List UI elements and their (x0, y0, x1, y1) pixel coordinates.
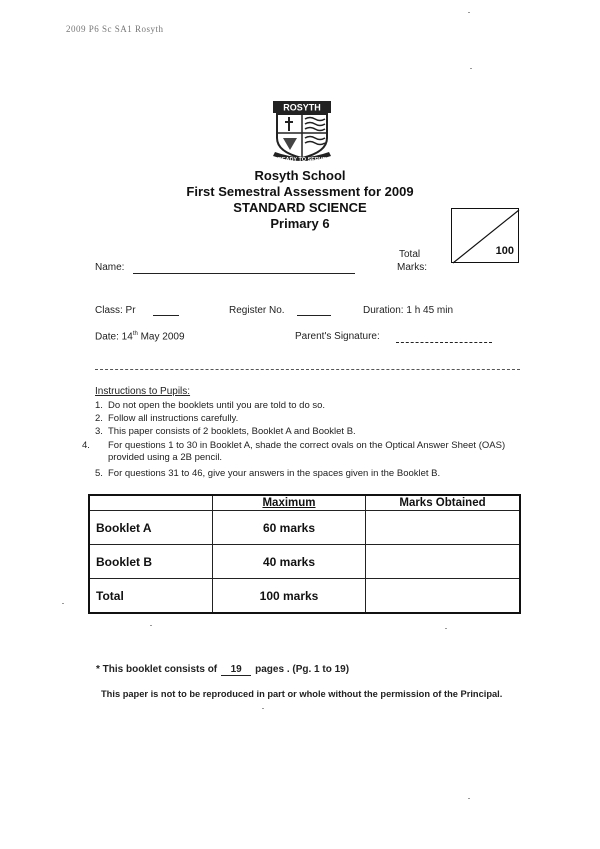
scan-speck (468, 12, 470, 13)
scan-speck (150, 625, 152, 626)
school-crest-logo (267, 100, 337, 166)
instruction-item: 4. For questions 1 to 30 in Booklet A, shade the correct ovals on the Optical Answer Sheet (OAS) provided using a 2B pencil. (82, 440, 506, 463)
row-maximum: 100 marks (213, 579, 366, 614)
scan-speck (470, 68, 472, 69)
row-label: Booklet B (89, 545, 213, 579)
table-row (89, 579, 520, 614)
row-maximum: 60 marks (213, 511, 366, 545)
register-label: Register No. (229, 305, 285, 316)
class-label: Class: Pr (95, 305, 136, 316)
name-label: Name: (95, 262, 125, 273)
row-maximum: 40 marks (213, 545, 366, 579)
separator-line (95, 369, 520, 370)
instruction-item: 2. Follow all instructions carefully. (95, 413, 239, 424)
subject-title: STANDARD SCIENCE (233, 200, 367, 215)
row-label: Total (89, 579, 213, 614)
row-obtained[interactable] (366, 511, 521, 545)
name-field-line[interactable] (133, 273, 355, 274)
marks-table-header-row (89, 495, 520, 511)
marks-label: Marks: (397, 262, 427, 273)
signature-field-line[interactable] (396, 342, 492, 343)
header-blank (89, 495, 213, 511)
total-label: Total (399, 249, 421, 260)
instruction-item: 5. For questions 31 to 46, give your answers in the spaces given in the Booklet B. (95, 468, 441, 479)
instruction-item: 3. This paper consists of 2 booklets, Booklet A and Booklet B. (95, 426, 356, 437)
scan-speck (262, 708, 264, 709)
instruction-item: 1. Do not open the booklets until you are told to do so. (95, 400, 326, 411)
class-field-line[interactable] (153, 315, 179, 316)
table-row (89, 545, 520, 579)
scan-speck (445, 628, 447, 629)
row-obtained[interactable] (366, 579, 521, 614)
signature-label: Parent's Signature: (295, 331, 380, 342)
scan-speck (62, 603, 64, 604)
page-count-note: * This booklet consists of 19 pages . (Pg. 1 to 19) (96, 664, 350, 675)
scan-speck (468, 798, 470, 799)
instructions-title: Instructions to Pupils: (95, 386, 191, 397)
marks-table (88, 494, 521, 614)
total-marks-value: 100 (495, 245, 514, 257)
date-text: Date: 14th May 2009 (95, 331, 185, 343)
header-marks-obtained: Marks Obtained (366, 495, 521, 511)
logo-banner-bottom: READY TO SERVE (277, 157, 327, 163)
assessment-title: First Semestral Assessment for 2009 (186, 184, 414, 199)
copyright-notice: This paper is not to be reproduced in part or whole without the permission of the Principal. (101, 689, 503, 699)
register-field-line[interactable] (297, 315, 331, 316)
scan-header-note: 2009 P6 Sc SA1 Rosyth (66, 24, 164, 34)
total-marks-box (451, 208, 519, 263)
level-title: Primary 6 (270, 216, 330, 231)
table-row (89, 511, 520, 545)
logo-banner-top: ROSYTH (283, 102, 321, 113)
duration-text: Duration: 1 h 45 min (363, 305, 454, 316)
row-obtained[interactable] (366, 545, 521, 579)
header-maximum: Maximum (213, 495, 366, 511)
row-label: Booklet A (89, 511, 213, 545)
school-name: Rosyth School (254, 168, 346, 183)
